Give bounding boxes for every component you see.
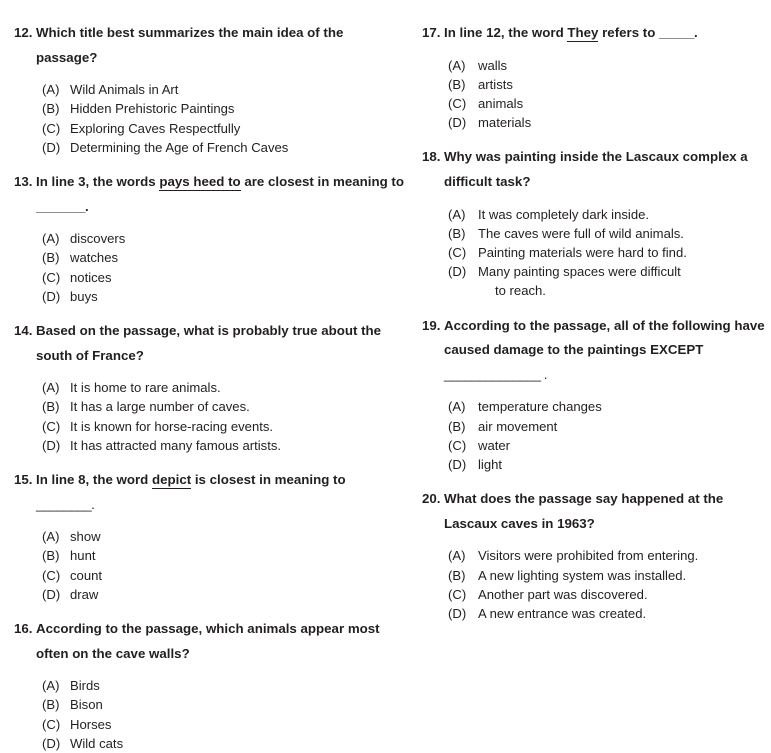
option-text: air movement bbox=[478, 418, 558, 434]
option-label: (B) bbox=[448, 225, 466, 241]
answer-option[interactable] bbox=[14, 676, 404, 695]
option-text: temperature changes bbox=[478, 399, 602, 415]
option-text: It has attracted many famous artists. bbox=[70, 437, 282, 453]
option-label: (D) bbox=[448, 264, 467, 280]
answer-option[interactable] bbox=[422, 205, 771, 224]
question-blank-line bbox=[14, 493, 404, 518]
question-text: In line 3, the words pays heed to are closest in meaning to _______. bbox=[36, 174, 404, 214]
answer-option[interactable] bbox=[14, 99, 404, 118]
question-text: According to the passage, all of the following have caused damage to the paintings EXCEPT bbox=[444, 317, 765, 358]
option-text: draw bbox=[70, 586, 99, 602]
question-stem bbox=[422, 314, 771, 363]
answer-option[interactable] bbox=[422, 243, 771, 262]
answer-option[interactable] bbox=[14, 715, 404, 734]
option-text: Horses bbox=[70, 716, 112, 732]
question-block bbox=[14, 21, 404, 157]
answer-option[interactable] bbox=[422, 604, 771, 623]
answer-option[interactable] bbox=[422, 56, 771, 75]
question-stem bbox=[14, 21, 404, 70]
option-label: (A) bbox=[448, 548, 466, 564]
answer-option[interactable] bbox=[14, 585, 404, 604]
option-text: A new lighting system was installed. bbox=[478, 567, 687, 583]
answer-option[interactable] bbox=[14, 119, 404, 138]
option-label: (A) bbox=[448, 399, 466, 415]
option-label: (D) bbox=[448, 457, 467, 472]
answer-option[interactable] bbox=[14, 287, 404, 306]
question-stem bbox=[422, 145, 771, 194]
answer-option[interactable] bbox=[422, 585, 771, 604]
option-label: (C) bbox=[42, 418, 61, 434]
question-block bbox=[422, 487, 771, 623]
answer-options bbox=[14, 378, 404, 455]
question-stem bbox=[14, 468, 404, 493]
option-text: animals bbox=[478, 96, 524, 111]
option-text: hunt bbox=[70, 548, 96, 564]
option-text: Determining the Age of French Caves bbox=[70, 139, 289, 155]
answer-option[interactable] bbox=[422, 546, 771, 565]
underlined-term: pays heed to bbox=[159, 174, 241, 189]
underlined-term: depict bbox=[152, 472, 192, 487]
option-label: (C) bbox=[448, 96, 467, 111]
option-label: (C) bbox=[42, 120, 61, 136]
option-text: Painting materials were hard to find. bbox=[478, 245, 687, 260]
option-label: (C) bbox=[448, 437, 467, 453]
answer-options bbox=[14, 80, 404, 157]
option-label: (B) bbox=[42, 250, 60, 266]
answer-options bbox=[422, 56, 771, 133]
option-text: show bbox=[70, 529, 101, 545]
answer-option[interactable] bbox=[422, 566, 771, 585]
answer-options bbox=[422, 397, 771, 474]
question-block bbox=[14, 170, 404, 306]
answer-options bbox=[14, 527, 404, 604]
option-label: (A) bbox=[42, 231, 60, 247]
option-text: notices bbox=[70, 269, 112, 285]
option-label: (B) bbox=[42, 548, 60, 564]
option-text: watches bbox=[70, 250, 119, 266]
option-text: Wild Animals in Art bbox=[70, 82, 179, 98]
option-text: buys bbox=[70, 288, 98, 304]
option-label: (D) bbox=[42, 586, 61, 602]
answer-options bbox=[14, 676, 404, 753]
option-label: (C) bbox=[448, 245, 467, 260]
answer-option[interactable] bbox=[422, 262, 771, 300]
question-number: 17. bbox=[422, 25, 441, 40]
option-text: walls bbox=[478, 57, 508, 73]
option-label: (D) bbox=[42, 288, 61, 304]
option-label: (C) bbox=[42, 567, 61, 583]
option-label: (A) bbox=[42, 380, 60, 396]
question-column-right bbox=[404, 0, 771, 623]
question-number: 13. bbox=[14, 174, 33, 189]
answer-option[interactable] bbox=[422, 397, 771, 416]
option-text: light bbox=[478, 457, 503, 472]
option-label: (B) bbox=[448, 418, 466, 434]
option-label: (A) bbox=[42, 678, 60, 694]
option-text: Bison bbox=[70, 697, 103, 713]
question-stem bbox=[422, 21, 771, 46]
option-label: (B) bbox=[42, 399, 60, 415]
option-text: Hidden Prehistoric Paintings bbox=[70, 101, 235, 117]
question-number: 19. bbox=[422, 317, 441, 333]
question-stem bbox=[422, 487, 771, 536]
question-number: 20. bbox=[422, 491, 441, 507]
answer-option[interactable] bbox=[14, 527, 404, 546]
answer-option[interactable] bbox=[422, 455, 771, 474]
answer-option[interactable] bbox=[14, 417, 404, 436]
answer-option[interactable] bbox=[14, 734, 404, 753]
option-text: It was completely dark inside. bbox=[478, 206, 650, 222]
question-number: 16. bbox=[14, 621, 33, 636]
question-number: 15. bbox=[14, 472, 33, 487]
option-label: (D) bbox=[42, 139, 61, 155]
option-text: count bbox=[70, 567, 103, 583]
option-text: The caves were full of wild animals. bbox=[478, 225, 684, 241]
answer-option[interactable] bbox=[14, 436, 404, 455]
question-number: 18. bbox=[422, 149, 441, 165]
question-block bbox=[14, 319, 404, 455]
option-text: Another part was discovered. bbox=[478, 586, 648, 602]
option-text: Wild cats bbox=[70, 735, 124, 751]
answer-options bbox=[422, 546, 771, 623]
option-label: (D) bbox=[42, 437, 61, 453]
option-label: (C) bbox=[42, 716, 61, 732]
question-text: In line 8, the word depict is closest in meaning to bbox=[36, 472, 346, 487]
option-label: (C) bbox=[42, 269, 61, 285]
question-stem bbox=[14, 170, 404, 219]
answer-option[interactable] bbox=[422, 417, 771, 436]
question-block bbox=[422, 21, 771, 132]
option-text: Exploring Caves Respectfully bbox=[70, 120, 241, 136]
question-blank-line bbox=[422, 363, 771, 388]
option-label: (A) bbox=[448, 57, 466, 73]
option-label: (B) bbox=[448, 567, 466, 583]
answer-option[interactable] bbox=[14, 378, 404, 397]
option-text: water bbox=[478, 437, 511, 453]
option-text: It has a large number of caves. bbox=[70, 399, 250, 415]
option-text: Many painting spaces were difficult to reach. bbox=[478, 262, 771, 300]
option-label: (D) bbox=[42, 735, 61, 751]
answer-blank: _____ bbox=[659, 25, 695, 40]
answer-option[interactable] bbox=[422, 224, 771, 243]
question-block bbox=[422, 145, 771, 300]
option-text: A new entrance was created. bbox=[478, 606, 647, 621]
answer-option[interactable] bbox=[14, 229, 404, 248]
question-stem bbox=[14, 617, 404, 666]
option-label: (A) bbox=[42, 82, 60, 98]
option-label: (D) bbox=[448, 115, 467, 131]
question-text: According to the passage, which animals appear most often on the cave walls? bbox=[36, 621, 380, 661]
question-block bbox=[14, 617, 404, 753]
answer-option[interactable] bbox=[14, 80, 404, 99]
option-label: (A) bbox=[448, 206, 466, 222]
answer-options bbox=[422, 205, 771, 301]
answer-blank: _______ bbox=[36, 198, 85, 214]
option-label: (B) bbox=[42, 101, 60, 117]
question-text: Why was painting inside the Lascaux complex a difficult task? bbox=[444, 149, 748, 189]
answer-option[interactable] bbox=[422, 113, 771, 132]
option-text-continuation: to reach. bbox=[495, 283, 546, 299]
question-text: What does the passage say happened at the Lascaux caves in 1963? bbox=[444, 491, 724, 531]
answer-option[interactable] bbox=[14, 566, 404, 585]
option-label: (B) bbox=[448, 76, 466, 92]
answer-option[interactable] bbox=[422, 436, 771, 455]
answer-option[interactable] bbox=[422, 75, 771, 94]
answer-options bbox=[14, 229, 404, 306]
question-block bbox=[14, 468, 404, 604]
answer-option[interactable] bbox=[14, 268, 404, 287]
answer-option[interactable] bbox=[14, 695, 404, 714]
answer-blank: ______________ . bbox=[444, 366, 547, 382]
option-text: Visitors were prohibited from entering. bbox=[478, 548, 699, 564]
question-stem bbox=[14, 319, 404, 368]
answer-option[interactable] bbox=[14, 248, 404, 267]
option-label: (C) bbox=[448, 586, 467, 602]
answer-blank: ________. bbox=[36, 496, 95, 512]
answer-option[interactable] bbox=[422, 94, 771, 113]
question-text: Based on the passage, what is probably true about the south of France? bbox=[36, 323, 382, 363]
answer-option[interactable] bbox=[14, 138, 404, 157]
question-block bbox=[422, 314, 771, 475]
answer-option[interactable] bbox=[14, 397, 404, 416]
option-text: Birds bbox=[70, 678, 100, 694]
question-text: Which title best summarizes the main idea of the passage? bbox=[36, 25, 344, 65]
underlined-term: They bbox=[567, 25, 599, 40]
question-number: 12. bbox=[14, 25, 33, 40]
option-label: (A) bbox=[42, 529, 60, 545]
option-label: (D) bbox=[448, 606, 467, 621]
option-label: (B) bbox=[42, 697, 60, 713]
option-text: It is home to rare animals. bbox=[70, 380, 221, 396]
question-text: In line 12, the word They refers to _____. bbox=[444, 25, 698, 40]
option-text: artists bbox=[478, 76, 513, 92]
answer-option[interactable] bbox=[14, 546, 404, 565]
option-text: It is known for horse-racing events. bbox=[70, 418, 274, 434]
question-number: 14. bbox=[14, 323, 33, 338]
option-text: materials bbox=[478, 115, 532, 131]
option-text: discovers bbox=[70, 231, 126, 247]
